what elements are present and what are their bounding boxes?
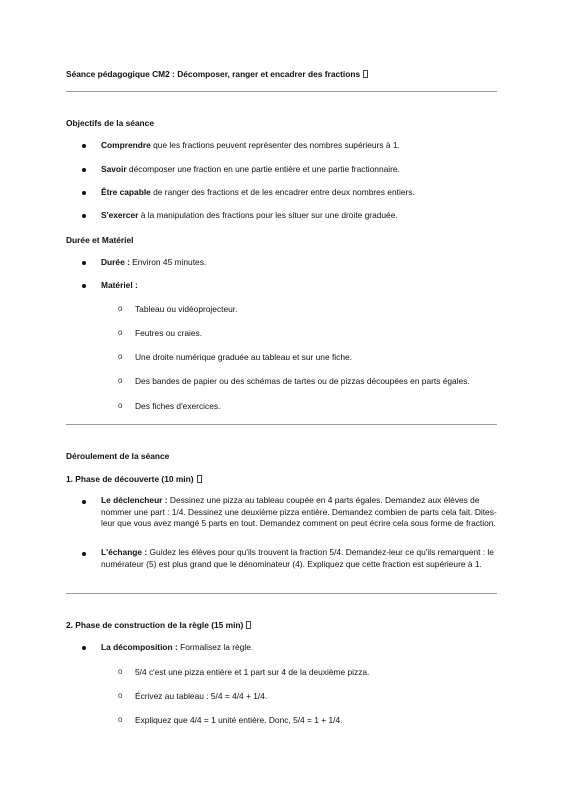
objectif-item: [101, 140, 499, 152]
phase2-title-text: 2. Phase de construction de la règle (15 min): [66, 620, 244, 630]
objectif-item: [101, 210, 499, 222]
materiel-subitem: Feutres ou craies.: [135, 328, 203, 338]
divider: [66, 593, 497, 594]
deroulement-heading: Déroulement de la séance: [66, 451, 170, 461]
phase1-title: [66, 474, 202, 486]
duree-heading: Durée et Matériel: [66, 235, 134, 245]
phase2-subitem: Expliquez que 4/4 = 1 unité entière. Donc, 5/4 = 1 + 1/4.: [135, 715, 343, 725]
bullet-icon: [82, 261, 86, 265]
materiel-subitem: Tableau ou vidéoprojecteur.: [135, 304, 238, 314]
objectif-item: [101, 187, 499, 199]
phase1-keyword: Le déclencheur :: [101, 495, 168, 505]
phase2-item: [101, 642, 499, 654]
duree-item: [101, 257, 499, 269]
objectif-keyword: Comprendre: [101, 140, 151, 150]
bullet-icon: [82, 552, 86, 556]
objectif-text: que les fractions peuvent représenter des nombres supérieurs à 1.: [150, 140, 400, 150]
phase1-keyword: L'échange :: [101, 547, 148, 557]
bullet-icon: [82, 168, 86, 172]
bullet-icon: [82, 646, 86, 650]
emoji-placeholder-icon: [246, 621, 251, 629]
materiel-subitem: Une droite numérique graduée au tableau et sur une fiche.: [135, 352, 352, 362]
phase1-text: Dessinez une pizza au tableau coupée en 4 parts égales. Demandez aux élèves de nommer une part : 1/4. Dessinez une deuxième pizza entière. Demandez combien de parts cela fait. Dites-leur que vous avez mangé 5 parts en tout. Demandez comment on peut écrire cela sous forme de fraction.: [101, 495, 497, 528]
emoji-placeholder-icon: [363, 70, 368, 78]
circle-bullet-icon: o: [118, 401, 123, 410]
objectif-text: à la manipulation des fractions pour les situer sur une droite graduée.: [138, 210, 398, 220]
phase1-text: Guidez les élèves pour qu'ils trouvent la fraction 5/4. Demandez-leur ce qu'ils remarquent : le numérateur (5) est plus grand que le dénominateur (4). Expliquez que cette fraction est supérieure à 1.: [101, 547, 494, 569]
divider: [66, 91, 497, 92]
duree-label: Durée :: [101, 257, 130, 267]
divider: [66, 424, 497, 425]
materiel-label: Matériel :: [101, 280, 138, 290]
objectif-item: [101, 164, 499, 176]
circle-bullet-icon: o: [118, 328, 123, 337]
emoji-placeholder-icon: [197, 475, 202, 483]
phase2-subitem: Écrivez au tableau : 5/4 = 4/4 + 1/4.: [135, 691, 268, 701]
objectif-keyword: S'exercer: [101, 210, 139, 220]
materiel-subitem: Des bandes de papier ou des schémas de tartes ou de pizzas découpées en parts égales.: [135, 376, 470, 386]
phase2-keyword: La décomposition :: [101, 642, 178, 652]
bullet-icon: [82, 191, 86, 195]
circle-bullet-icon: o: [118, 667, 123, 676]
bullet-icon: [82, 500, 86, 504]
page-title: [66, 69, 506, 81]
objectifs-heading: Objectifs de la séance: [66, 118, 154, 128]
circle-bullet-icon: o: [118, 352, 123, 361]
phase1-title-text: 1. Phase de découverte (10 min): [66, 474, 194, 484]
materiel-item: [101, 280, 499, 292]
circle-bullet-icon: o: [118, 376, 123, 385]
circle-bullet-icon: o: [118, 304, 123, 313]
bullet-icon: [82, 144, 86, 148]
circle-bullet-icon: o: [118, 715, 123, 724]
objectif-keyword: Être capable: [101, 187, 151, 197]
objectif-text: de ranger des fractions et de les encadrer entre deux nombres entiers.: [150, 187, 415, 197]
phase1-item: [101, 547, 499, 570]
phase1-item: [101, 495, 499, 530]
bullet-icon: [82, 284, 86, 288]
duree-value: Environ 45 minutes.: [129, 257, 207, 267]
phase2-text: Formalisez la règle.: [177, 642, 254, 652]
objectif-text: décomposer une fraction en une partie entière et une partie fractionnaire.: [126, 164, 400, 174]
page-title-text: Séance pédagogique CM2 : Décomposer, ranger et encadrer des fractions: [66, 69, 361, 79]
circle-bullet-icon: o: [118, 691, 123, 700]
phase2-subitem: 5/4 c'est une pizza entière et 1 part sur 4 de la deuxième pizza.: [135, 667, 370, 677]
materiel-subitem: Des fiches d'exercices.: [135, 401, 221, 411]
bullet-icon: [82, 214, 86, 218]
phase2-title: [66, 620, 251, 632]
objectif-keyword: Savoir: [101, 164, 127, 174]
